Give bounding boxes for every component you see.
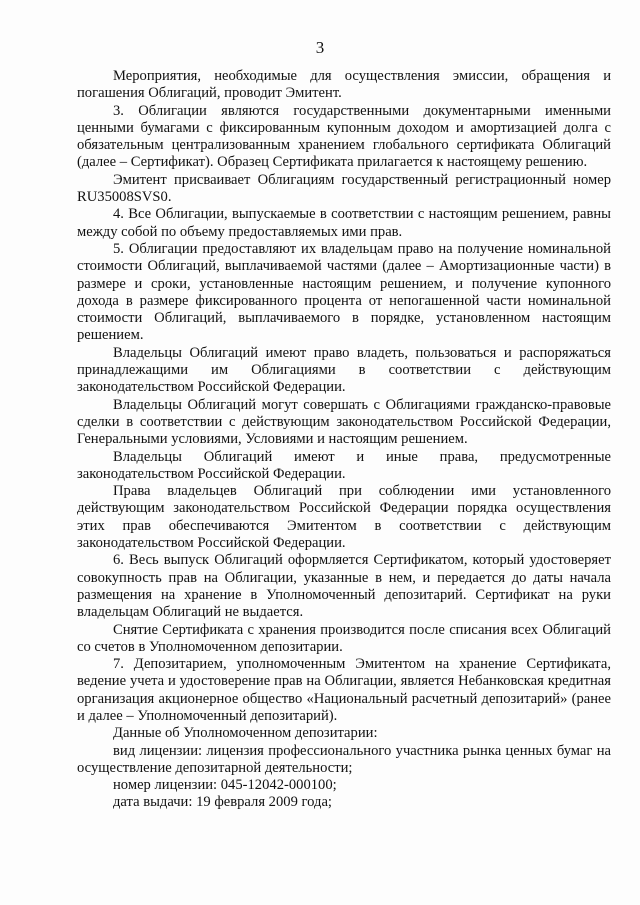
document-body <box>77 68 611 812</box>
paragraph-license-type: вид лицензии: лицензия профессионального участника рынка ценных бумаг на осуществление депозитарной деятельности; <box>77 742 611 776</box>
paragraph-item-7: 7. Депозитарием, уполномоченным Эмитентом на хранение Сертификата, ведение учета и удостоверение прав на Облигации, является Небанковская кредитная организация акционерное общество «Национальный расчетный депозитарий» (ранее и далее – Уполномоченный депозитарий). <box>77 656 611 724</box>
paragraph-item-3: 3. Облигации являются государственными документарными именными ценными бумагами с фиксированным купонным доходом и амортизацией долга с обязательным централизованным хранением глобального сертификата Облигаций (далее – Сертификат). Образец Сертификата прилагается к настоящему решению. <box>77 102 611 171</box>
paragraph-intro: Мероприятия, необходимые для осуществления эмиссии, обращения и погашения Облигаций, проводит Эмитент. <box>77 68 611 102</box>
page-number: 3 <box>315 38 325 57</box>
paragraph-item-6: 6. Весь выпуск Облигаций оформляется Сертификатом, который удостоверяет совокупность прав на Облигации, указанные в нем, и передается до даты начала размещения на хранение в Уполномоченный депозитарий. Сертификат на руки владельцам Облигаций не выдается. <box>77 552 611 621</box>
paragraph-item-4: 4. Все Облигации, выпускаемые в соответствии с настоящим решением, равны между собой по объему предоставляемых ими прав. <box>77 206 611 240</box>
paragraph-owner-transactions: Владельцы Облигаций могут совершать с Облигациями гражданско-правовые сделки в соответствии с действующим законодательством Российской Федерации, Генеральными условиями, Условиями и настоящим решением. <box>77 396 611 448</box>
paragraph-rights-guarantee: Права владельцев Облигаций при соблюдении ими установленного действующим законодательством Российской Федерации порядка осуществления этих прав обеспечиваются Эмитентом в соответствии с действующим законодательством Российской Федерации. <box>77 483 611 552</box>
paragraph-license-number: номер лицензии: 045-12042-000100; <box>113 777 337 794</box>
paragraph-issue-date: дата выдачи: 19 февраля 2009 года; <box>113 794 332 811</box>
paragraph-owner-rights: Владельцы Облигаций имеют право владеть, пользоваться и распоряжаться принадлежащими им Облигациями в соответствии с действующим законодательством Российской Федерации. <box>77 344 611 396</box>
paragraph-owner-other-rights: Владельцы Облигаций имеют и иные права, предусмотренные законодательством Российской Федерации. <box>77 448 611 482</box>
paragraph-item-5: 5. Облигации предоставляют их владельцам право на получение номинальной стоимости Облигаций, выплачиваемой частями (далее – Амортизационные части) в размере и сроки, установленные настоящим решением, и получение купонного дохода в размере фиксированного процента от непогашенной части номинальной стоимости Облигаций, выплачиваемого в порядке, установленном настоящим решением. <box>77 240 611 344</box>
paragraph-registration-number: Эмитент присваивает Облигациям государственный регистрационный номер RU35008SVS0. <box>77 171 611 206</box>
paragraph-certificate-removal: Снятие Сертификата с хранения производится после списания всех Облигаций со счетов в Уполномоченном депозитарии. <box>77 621 611 655</box>
paragraph-depositary-heading: Данные об Уполномоченном депозитарии: <box>113 725 378 742</box>
